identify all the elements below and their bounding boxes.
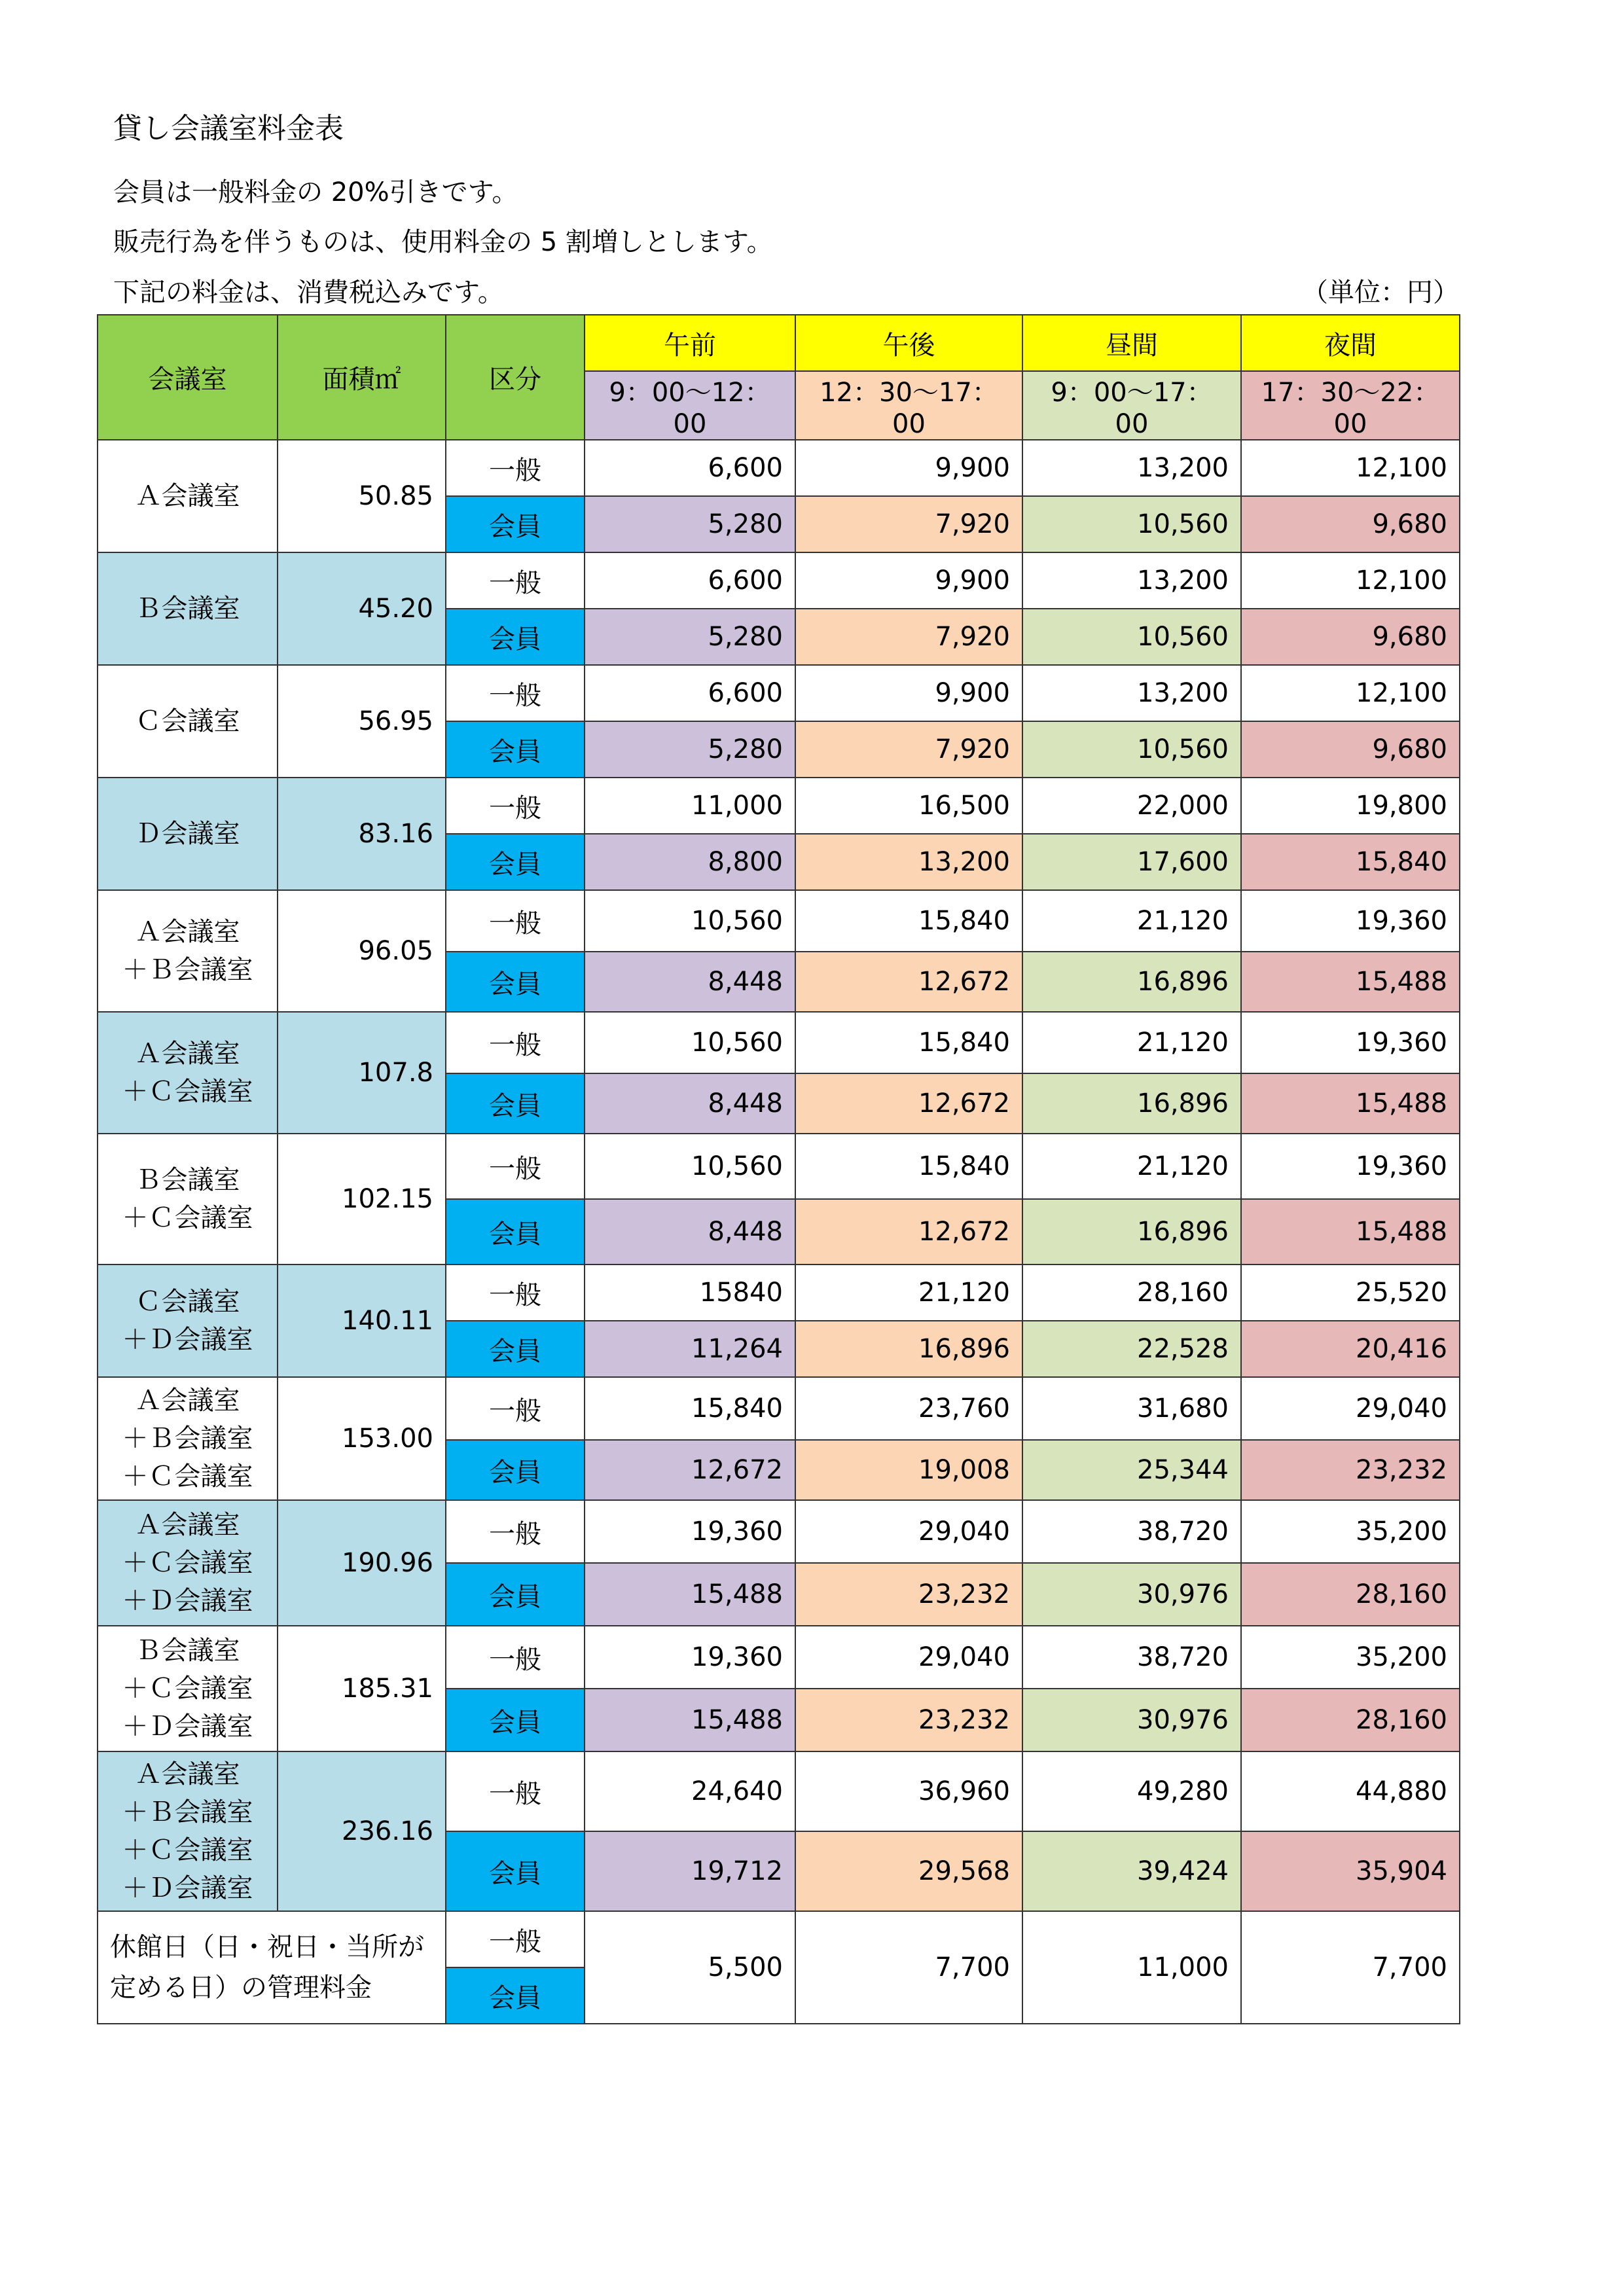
room-name-line: ＋Ｂ会議室: [122, 1424, 253, 1454]
price-closed-day: 7,700: [1241, 1911, 1460, 2024]
time-morning: 9：00～12：00: [585, 371, 795, 440]
room-name-line: Ｃ会議室: [135, 706, 240, 736]
room-area: 50.85: [278, 440, 446, 552]
header-kind: 区分: [446, 315, 585, 440]
price-general: 19,360: [1241, 1134, 1460, 1199]
time-afternoon: 12：30～17：00: [795, 371, 1022, 440]
kind-member: 会員: [446, 496, 585, 552]
price-general: 10,560: [585, 1134, 795, 1199]
price-general: 19,360: [1241, 1012, 1460, 1073]
time-night: 17：30～22：00: [1241, 371, 1460, 440]
room-name-line: ＋Ｂ会議室: [122, 955, 253, 985]
kind-member: 会員: [446, 1831, 585, 1911]
price-member: 12,672: [795, 952, 1022, 1012]
table-row: [98, 1626, 1460, 1689]
price-member: 7,920: [795, 496, 1022, 552]
price-general: 12,100: [1241, 665, 1460, 721]
kind-member: 会員: [446, 721, 585, 778]
price-general: 19,360: [585, 1626, 795, 1689]
price-general: 11,000: [585, 778, 795, 834]
price-general: 21,120: [1022, 890, 1241, 952]
kind-general: 一般: [446, 1265, 585, 1321]
price-closed-day: 11,000: [1022, 1911, 1241, 2024]
price-member: 10,560: [1022, 721, 1241, 778]
price-member: 16,896: [1022, 1073, 1241, 1134]
price-member: 23,232: [795, 1563, 1022, 1626]
price-general: 31,680: [1022, 1377, 1241, 1440]
kind-general: 一般: [446, 1911, 585, 1967]
table-row: [98, 1377, 1460, 1440]
table-row: [98, 1751, 1460, 1831]
kind-member: 会員: [446, 609, 585, 665]
price-general: 15840: [585, 1265, 795, 1321]
kind-general: 一般: [446, 1134, 585, 1199]
price-member: 8,448: [585, 1073, 795, 1134]
kind-member: 会員: [446, 1199, 585, 1265]
price-general: 25,520: [1241, 1265, 1460, 1321]
price-general: 15,840: [585, 1377, 795, 1440]
room-name: [98, 1265, 278, 1377]
header-slot-night: 夜間: [1241, 315, 1460, 371]
room-name: [98, 890, 278, 1012]
price-general: 29,040: [795, 1500, 1022, 1563]
room-name: [98, 665, 278, 778]
kind-general: 一般: [446, 665, 585, 721]
header-slot-afternoon: 午後: [795, 315, 1022, 371]
price-general: 29,040: [1241, 1377, 1460, 1440]
price-member: 12,672: [585, 1440, 795, 1500]
header-area: 面積㎡: [278, 315, 446, 440]
price-member: 8,448: [585, 1199, 795, 1265]
price-member: 16,896: [795, 1321, 1022, 1377]
price-member: 9,680: [1241, 609, 1460, 665]
price-member: 8,800: [585, 834, 795, 890]
price-member: 15,488: [585, 1689, 795, 1751]
kind-general: 一般: [446, 778, 585, 834]
room-area: 140.11: [278, 1265, 446, 1377]
room-name-line: ＋Ｃ会議室: [122, 1548, 253, 1578]
price-general: 22,000: [1022, 778, 1241, 834]
table-row: [98, 1500, 1460, 1563]
room-name-line: ＋Ｄ会議室: [122, 1873, 253, 1903]
room-name: [98, 1751, 278, 1911]
note-tax-included: 下記の料金は、消費税込みです。: [113, 278, 504, 308]
price-general: 19,800: [1241, 778, 1460, 834]
kind-member: 会員: [446, 952, 585, 1012]
room-area: 56.95: [278, 665, 446, 778]
price-general: 21,120: [1022, 1012, 1241, 1073]
room-name: [98, 778, 278, 890]
kind-general: 一般: [446, 1500, 585, 1563]
room-name-line: ＋Ｃ会議室: [122, 1077, 253, 1107]
price-general: 38,720: [1022, 1626, 1241, 1689]
price-member: 29,568: [795, 1831, 1022, 1911]
price-member: 28,160: [1241, 1563, 1460, 1626]
price-member: 19,712: [585, 1831, 795, 1911]
price-member: 13,200: [795, 834, 1022, 890]
kind-member: 会員: [446, 1440, 585, 1500]
room-area: 96.05: [278, 890, 446, 1012]
closed-day-label-line: 定める日）の管理料金: [110, 1973, 372, 2003]
price-general: 23,760: [795, 1377, 1022, 1440]
table-row: [98, 778, 1460, 834]
price-general: 35,200: [1241, 1626, 1460, 1689]
price-general: 15,840: [795, 1012, 1022, 1073]
price-member: 5,280: [585, 496, 795, 552]
price-general: 13,200: [1022, 440, 1241, 496]
price-general: 6,600: [585, 552, 795, 609]
room-name-line: Ａ会議室: [135, 1510, 240, 1540]
room-name-line: Ａ会議室: [135, 1759, 240, 1789]
unit-label: （単位：円）: [1302, 278, 1459, 308]
price-member: 20,416: [1241, 1321, 1460, 1377]
price-general: 6,600: [585, 665, 795, 721]
note-sales-surcharge: 販売行為を伴うものは、使用料金の 5 割増しとします。: [113, 227, 773, 257]
room-name: [98, 1012, 278, 1134]
rate-table-body: [98, 315, 1460, 2024]
page-title: 貸し会議室料金表: [113, 112, 344, 145]
room-area: 102.15: [278, 1134, 446, 1265]
price-member: 22,528: [1022, 1321, 1241, 1377]
price-closed-day: 7,700: [795, 1911, 1022, 2024]
closed-day-label-line: 休館日（日・祝日・当所が: [110, 1932, 424, 1962]
room-name-line: Ａ会議室: [135, 1386, 240, 1416]
price-general: 38,720: [1022, 1500, 1241, 1563]
price-member: 12,672: [795, 1073, 1022, 1134]
price-member: 8,448: [585, 952, 795, 1012]
kind-general: 一般: [446, 1012, 585, 1073]
room-name-line: ＋Ｃ会議室: [122, 1203, 253, 1233]
room-name: [98, 1134, 278, 1265]
price-general: 9,900: [795, 440, 1022, 496]
room-name: [98, 1377, 278, 1500]
price-general: 44,880: [1241, 1751, 1460, 1831]
price-general: 13,200: [1022, 665, 1241, 721]
table-row: [98, 890, 1460, 952]
price-general: 13,200: [1022, 552, 1241, 609]
price-closed-day: 5,500: [585, 1911, 795, 2024]
kind-general: 一般: [446, 1751, 585, 1831]
room-name-line: ＋Ｃ会議室: [122, 1674, 253, 1704]
price-member: 10,560: [1022, 496, 1241, 552]
price-member: 39,424: [1022, 1831, 1241, 1911]
header-slot-daytime: 昼間: [1022, 315, 1241, 371]
price-general: 29,040: [795, 1626, 1022, 1689]
header-room: 会議室: [98, 315, 278, 440]
price-general: 24,640: [585, 1751, 795, 1831]
room-area: 236.16: [278, 1751, 446, 1911]
room-area: 153.00: [278, 1377, 446, 1500]
price-general: 12,100: [1241, 552, 1460, 609]
room-name-line: Ｂ会議室: [135, 594, 240, 624]
price-member: 15,488: [1241, 1073, 1460, 1134]
room-name-line: ＋Ｃ会議室: [122, 1462, 253, 1492]
price-member: 23,232: [1241, 1440, 1460, 1500]
price-member: 16,896: [1022, 1199, 1241, 1265]
price-general: 16,500: [795, 778, 1022, 834]
price-member: 5,280: [585, 609, 795, 665]
table-row: [98, 1265, 1460, 1321]
kind-member: 会員: [446, 1689, 585, 1751]
price-member: 35,904: [1241, 1831, 1460, 1911]
price-general: 12,100: [1241, 440, 1460, 496]
price-member: 17,600: [1022, 834, 1241, 890]
room-name: [98, 1500, 278, 1626]
price-member: 9,680: [1241, 496, 1460, 552]
price-member: 7,920: [795, 721, 1022, 778]
room-name-line: Ｂ会議室: [135, 1636, 240, 1666]
closed-day-label: [98, 1911, 446, 2024]
price-member: 30,976: [1022, 1563, 1241, 1626]
table-row: [98, 440, 1460, 496]
price-member: 19,008: [795, 1440, 1022, 1500]
kind-general: 一般: [446, 1626, 585, 1689]
price-general: 21,120: [1022, 1134, 1241, 1199]
price-member: 28,160: [1241, 1689, 1460, 1751]
price-general: 28,160: [1022, 1265, 1241, 1321]
table-row: [98, 665, 1460, 721]
room-name-line: ＋Ｄ会議室: [122, 1586, 253, 1616]
time-daytime: 9：00～17：00: [1022, 371, 1241, 440]
price-member: 10,560: [1022, 609, 1241, 665]
price-member: 9,680: [1241, 721, 1460, 778]
room-area: 107.8: [278, 1012, 446, 1134]
kind-member: 会員: [446, 1321, 585, 1377]
room-area: 83.16: [278, 778, 446, 890]
room-name-line: ＋Ｂ会議室: [122, 1797, 253, 1827]
kind-member: 会員: [446, 1073, 585, 1134]
table-row: [98, 1134, 1460, 1199]
price-member: 15,840: [1241, 834, 1460, 890]
kind-general: 一般: [446, 552, 585, 609]
room-name-line: Ｂ会議室: [135, 1165, 240, 1195]
price-general: 9,900: [795, 665, 1022, 721]
room-name: [98, 552, 278, 665]
price-member: 12,672: [795, 1199, 1022, 1265]
room-area: 185.31: [278, 1626, 446, 1751]
room-area: 45.20: [278, 552, 446, 665]
price-member: 16,896: [1022, 952, 1241, 1012]
room-name-line: Ｄ会議室: [135, 819, 240, 849]
room-name: [98, 440, 278, 552]
price-general: 49,280: [1022, 1751, 1241, 1831]
price-member: 30,976: [1022, 1689, 1241, 1751]
room-name-line: ＋Ｄ会議室: [122, 1712, 253, 1742]
price-member: 15,488: [1241, 952, 1460, 1012]
note-member-discount: 会員は一般料金の 20%引きです。: [113, 177, 518, 207]
room-name-line: ＋Ｄ会議室: [122, 1325, 253, 1355]
price-member: 5,280: [585, 721, 795, 778]
table-row: [98, 1012, 1460, 1073]
price-general: 21,120: [795, 1265, 1022, 1321]
price-member: 7,920: [795, 609, 1022, 665]
price-member: 15,488: [1241, 1199, 1460, 1265]
room-name-line: Ａ会議室: [135, 917, 240, 947]
table-row-closed-day: [98, 1911, 1460, 1967]
price-general: 36,960: [795, 1751, 1022, 1831]
price-member: 11,264: [585, 1321, 795, 1377]
price-general: 6,600: [585, 440, 795, 496]
price-general: 10,560: [585, 890, 795, 952]
price-member: 15,488: [585, 1563, 795, 1626]
price-general: 15,840: [795, 890, 1022, 952]
price-general: 10,560: [585, 1012, 795, 1073]
price-general: 15,840: [795, 1134, 1022, 1199]
price-general: 35,200: [1241, 1500, 1460, 1563]
room-name: [98, 1626, 278, 1751]
kind-general: 一般: [446, 890, 585, 952]
room-name-line: Ｃ会議室: [135, 1287, 240, 1317]
room-name-line: Ａ会議室: [135, 481, 240, 511]
price-member: 25,344: [1022, 1440, 1241, 1500]
price-general: 19,360: [1241, 890, 1460, 952]
room-name-line: ＋Ｃ会議室: [122, 1835, 253, 1865]
price-member: 23,232: [795, 1689, 1022, 1751]
kind-member: 会員: [446, 1967, 585, 2024]
rate-table: [97, 314, 1460, 2024]
kind-general: 一般: [446, 1377, 585, 1440]
kind-member: 会員: [446, 834, 585, 890]
kind-general: 一般: [446, 440, 585, 496]
room-area: 190.96: [278, 1500, 446, 1626]
price-general: 9,900: [795, 552, 1022, 609]
table-row: [98, 552, 1460, 609]
header-slot-morning: 午前: [585, 315, 795, 371]
room-name-line: Ａ会議室: [135, 1039, 240, 1069]
price-general: 19,360: [585, 1500, 795, 1563]
kind-member: 会員: [446, 1563, 585, 1626]
